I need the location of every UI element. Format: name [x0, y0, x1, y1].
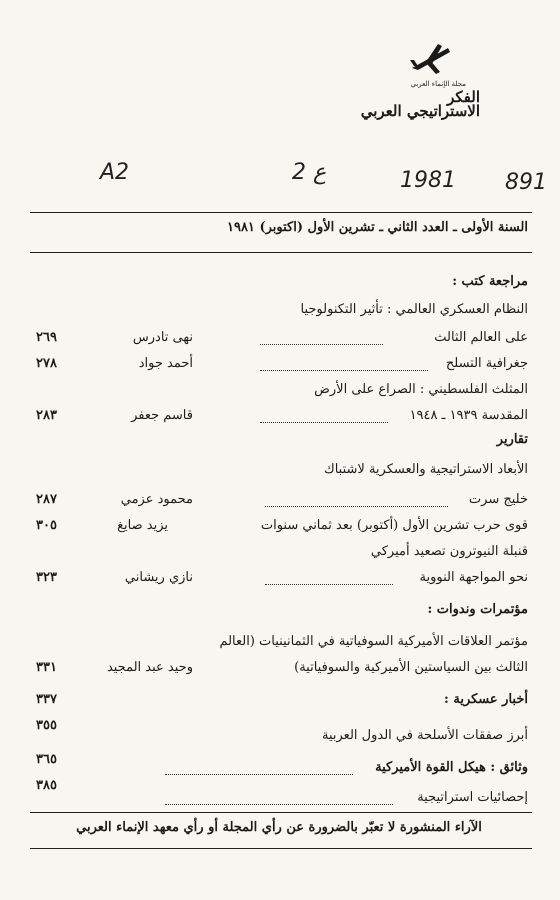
toc-row — [30, 432, 528, 452]
toc-page: ٢٧٨ — [36, 356, 57, 371]
toc-row — [30, 752, 528, 780]
issue-header: السنة الأولى ـ العدد الثاني ـ تشرين الأول (اكتوبر) ١٩٨١ — [226, 220, 528, 235]
toc-row — [30, 692, 528, 712]
toc-title: إحصائيات استراتيجية — [417, 790, 528, 805]
toc-title: تقارير — [496, 432, 528, 447]
bottom-rule — [30, 848, 532, 849]
handwritten-number: 891 — [505, 170, 547, 195]
toc-row — [30, 570, 528, 590]
toc-author: محمود عزمي — [120, 492, 193, 507]
toc-page: ٣٢٣ — [36, 570, 57, 585]
toc-author: نهى تادرس — [132, 330, 193, 345]
toc-row — [30, 302, 528, 322]
toc-page: ٢٦٩ — [36, 330, 57, 345]
leader-dots — [265, 584, 393, 585]
toc-author: قاسم جعفر — [131, 408, 193, 423]
toc-title: قنبلة النيوترون تصعيد أميركي — [370, 544, 528, 559]
toc-row — [30, 544, 528, 564]
leader-dots — [260, 344, 383, 345]
toc-row — [30, 518, 528, 538]
toc-page: ٣٣٧ — [36, 692, 57, 707]
leader-dots — [260, 422, 388, 423]
handwritten-year: 1981 — [400, 168, 456, 193]
footer-rule — [30, 812, 532, 813]
journal-logo — [330, 38, 520, 120]
toc-page: ٣٥٥ — [36, 718, 57, 733]
toc-title: مؤتمر العلاقات الأميركية السوفياتية في الثمانينيات (العالم — [219, 634, 528, 649]
toc-page: ٢٨٧ — [36, 492, 57, 507]
disclaimer-footer: الآراء المنشورة لا تعبّر بالضرورة عن رأي المجلة أو رأي معهد الإنماء العربي — [76, 820, 482, 835]
toc-row — [30, 274, 528, 294]
logo-line-1: الفكر — [447, 88, 480, 106]
toc-row — [30, 602, 528, 622]
toc-page: ٣٨٥ — [36, 778, 57, 793]
toc-row — [30, 778, 528, 810]
toc-row — [30, 492, 528, 512]
header-rule — [30, 252, 532, 253]
toc-author: أحمد جواد — [138, 356, 193, 371]
leader-dots — [265, 506, 448, 507]
toc-page: ٢٨٣ — [36, 408, 57, 423]
toc-title: قوى حرب تشرين الأول (أكتوبر) بعد ثماني سنوات — [260, 518, 528, 533]
toc-title: خليج سرت — [468, 492, 528, 507]
leader-dots — [165, 774, 353, 775]
leader-dots — [165, 804, 393, 805]
leader-dots — [260, 370, 428, 371]
toc-title: مراجعة كتب : — [452, 274, 528, 289]
toc-title: على العالم الثالث — [434, 330, 528, 345]
toc-row — [30, 660, 528, 680]
logo-subtitle: مجلة الإنماء العربي — [410, 80, 466, 88]
handwritten-code: A2 — [100, 160, 130, 185]
toc-row — [30, 330, 528, 350]
toc-title: نحو المواجهة النووية — [419, 570, 528, 585]
toc-row — [30, 718, 528, 748]
airplane-icon — [408, 38, 454, 78]
toc-title: المقدسة ١٩٣٩ ـ ١٩٤٨ — [409, 408, 528, 423]
toc-page: ٣٣١ — [36, 660, 57, 675]
toc-title: وثائق : هيكل القوة الأميركية — [375, 760, 528, 775]
toc-author: وحيد عبد المجيد — [106, 660, 193, 675]
top-rule — [30, 212, 532, 213]
toc-title: الأبعاد الاستراتيجية والعسكرية لاشتباك — [323, 462, 528, 477]
toc-author: يزيد صايغ — [117, 518, 168, 533]
toc-row — [30, 382, 528, 402]
toc-title: مؤتمرات وندوات : — [427, 602, 528, 617]
toc-title: أبرز صفقات الأسلحة في الدول العربية — [321, 728, 528, 743]
toc-title: جغرافية التسلح — [445, 356, 528, 371]
toc-page: ٣٦٥ — [36, 752, 57, 767]
toc-title: المثلث الفلسطيني : الصراع على الأرض — [314, 382, 528, 397]
toc-title: أخبار عسكرية : — [444, 692, 528, 707]
toc-title: الثالث بين السياستين الأميركية والسوفياتية) — [294, 660, 528, 675]
toc-row — [30, 356, 528, 376]
toc-row — [30, 408, 528, 428]
toc-page: ٣٠٥ — [36, 518, 57, 533]
logo-line-2: الاستراتيجي العربي — [360, 102, 480, 120]
toc-author: نازي ريشاني — [124, 570, 193, 585]
toc-row — [30, 634, 528, 654]
toc-title: النظام العسكري العالمي : تأثير التكنولوجيا — [300, 302, 528, 317]
toc-row — [30, 462, 528, 482]
handwritten-issue: 2 ع — [292, 160, 327, 185]
